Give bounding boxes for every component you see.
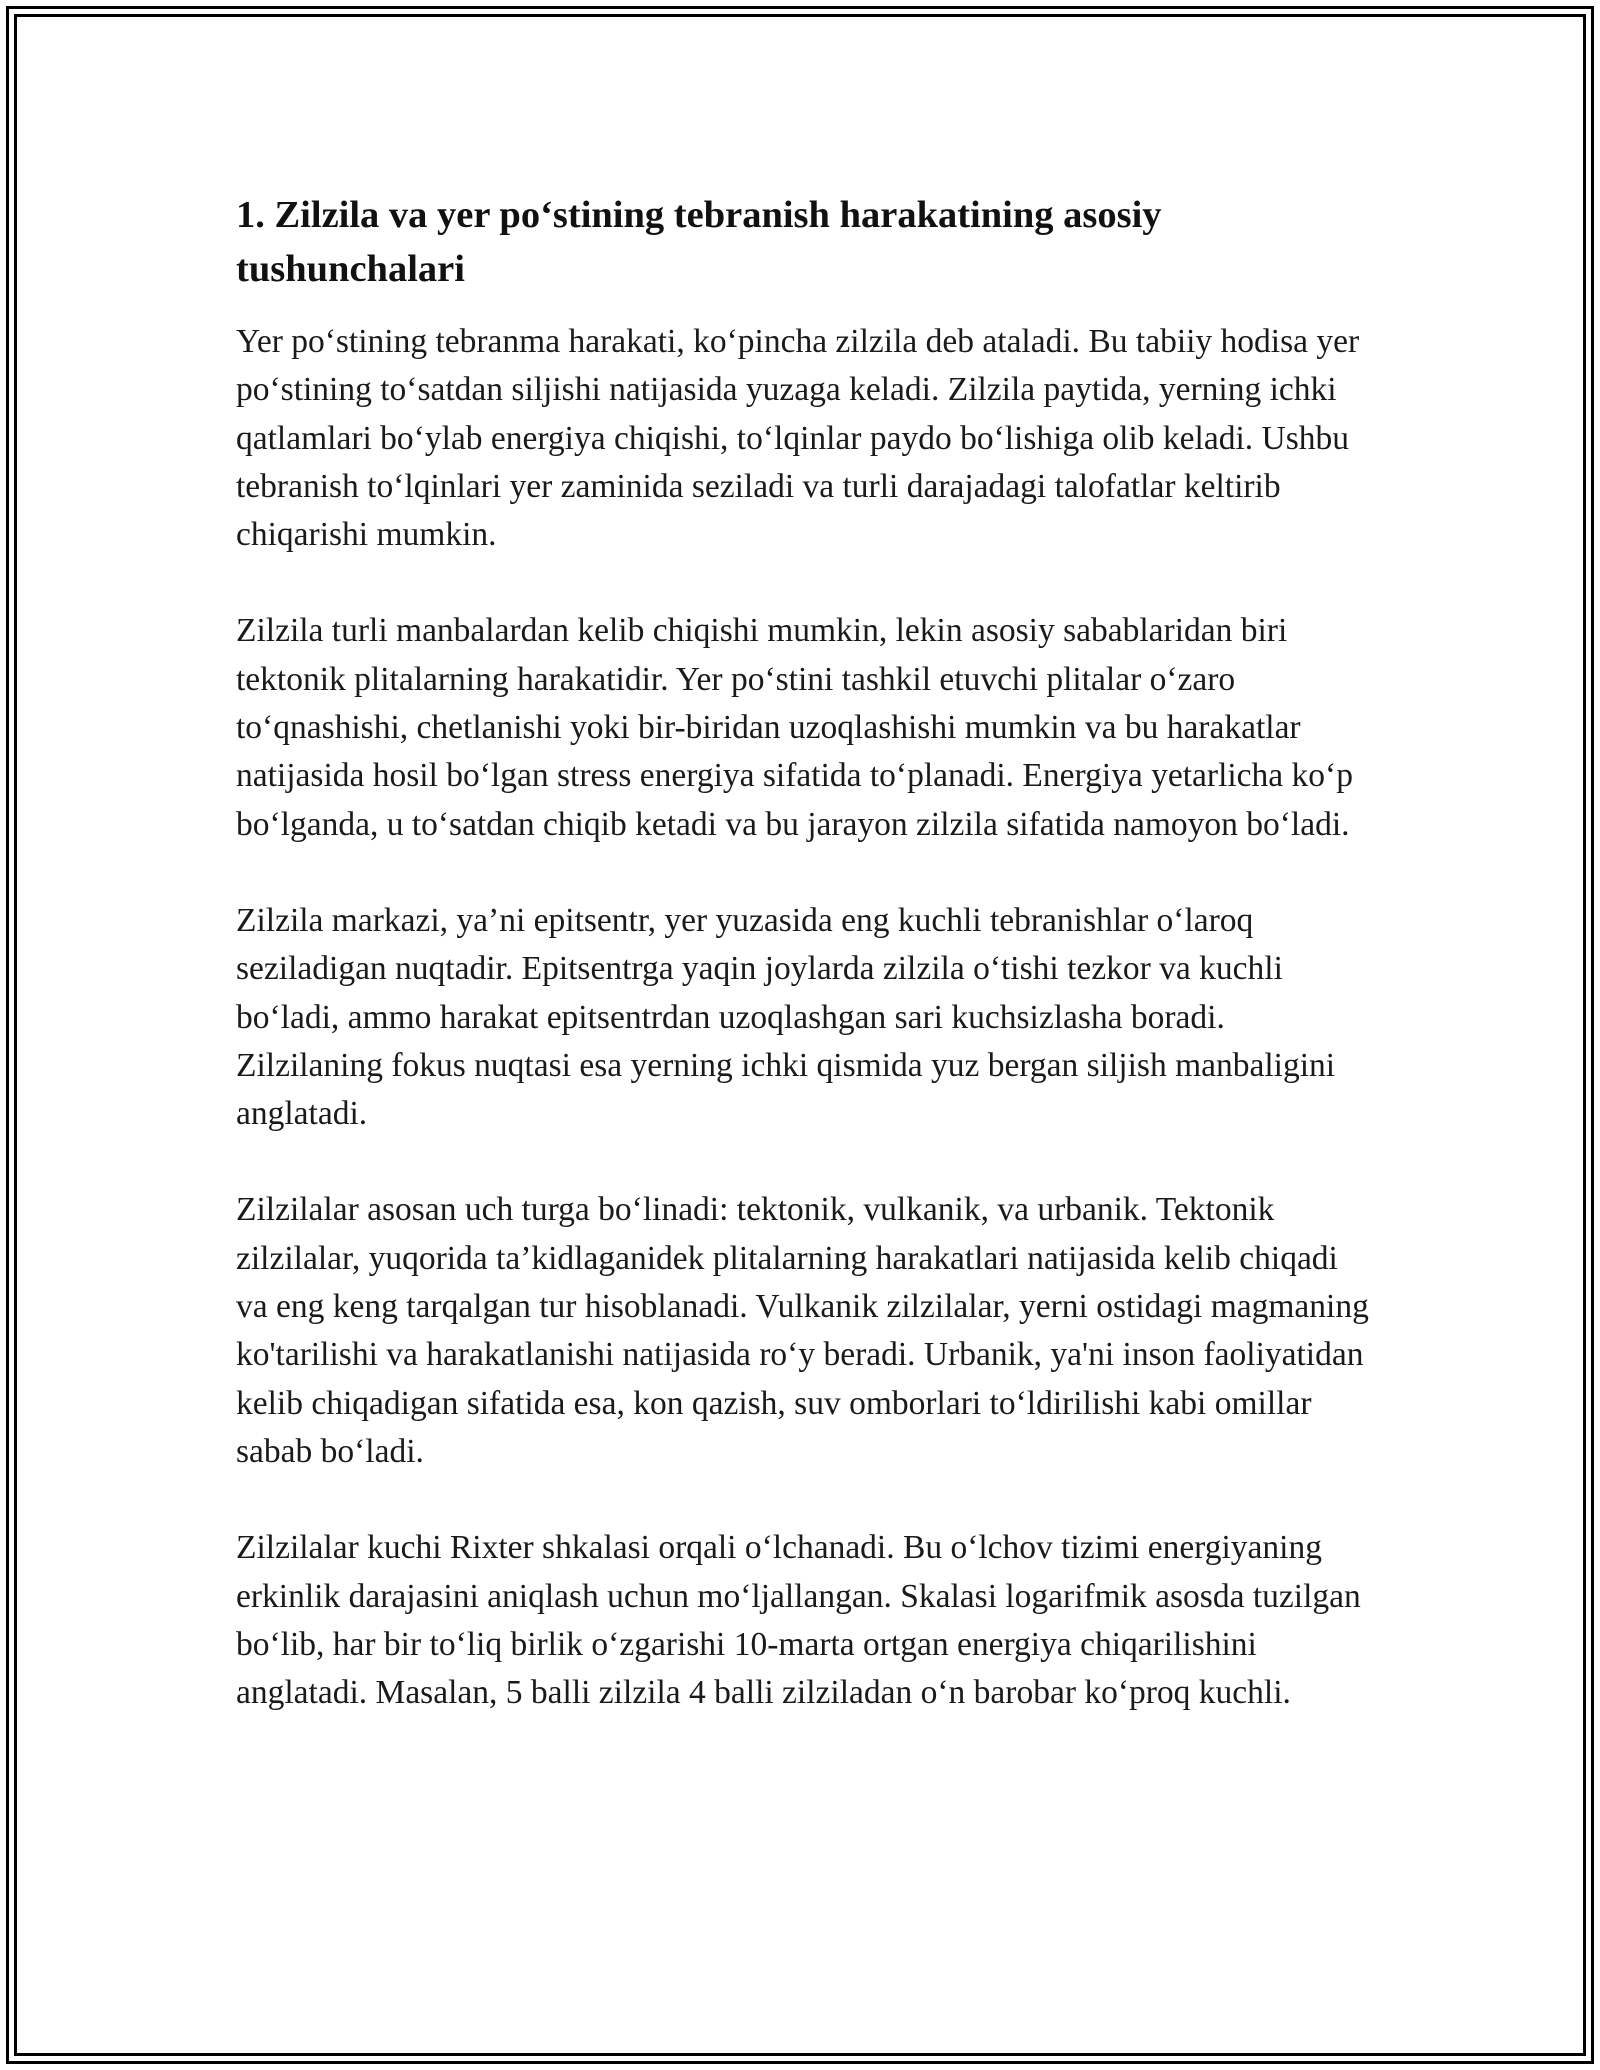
- document-content: [236, 188, 1376, 1717]
- paragraph-4: Zilzilalar asosan uch turga bo‘linadi: tektonik, vulkanik, va urbanik. Tektonik zilzilalar, yuqorida ta’kidlaganidek plitalarning harakatlari natijasida kelib chiqadi va eng keng tarqalgan tur hisoblanadi. Vulkanik zilzilalar, yerni ostidagi magmaning ko'tarilishi va harakatlanishi natijasida ro‘y beradi. Urbanik, ya'ni inson faoliyatidan kelib chiqadigan sifatida esa, kon qazish, suv omborlari to‘ldirilishi kabi omillar sabab bo‘ladi.: [236, 1191, 1369, 1470]
- section-body: [236, 318, 1376, 1717]
- section-heading: 1. Zilzila va yer po‘stining tebranish harakatining asosiy tushunchalari: [236, 194, 1162, 290]
- paragraph-3: Zilzila markazi, ya’ni epitsentr, yer yuzasida eng kuchli tebranishlar o‘laroq seziladigan nuqtadir. Epitsentrga yaqin joylarda zilzila o‘tishi tezkor va kuchli bo‘ladi, ammo harakat epitsentrdan uzoqlashgan sari kuchsizlasha boradi. Zilzilaning fokus nuqtasi esa yerning ichki qismida yuz bergan siljish manbaligini anglatadi.: [236, 901, 1336, 1133]
- paragraph-5: Zilzilalar kuchi Rixter shkalasi orqali o‘lchanadi. Bu o‘lchov tizimi energiyaning erkinlik darajasini aniqlash uchun mo‘ljallangan. Skalasi logarifmik asosda tuzilgan bo‘lib, har bir to‘liq birlik o‘zgarishi 10-marta ortgan energiya chiqarilishini anglatadi. Masalan, 5 balli zilzila 4 balli zilziladan o‘n barobar ko‘proq kuchli.: [236, 1529, 1361, 1712]
- paragraph-1: Yer po‘stining tebranma harakati, ko‘pincha zilzila deb ataladi. Bu tabiiy hodisa yer po‘stining to‘satdan siljishi natijasida yuzaga keladi. Zilzila paytida, yerning ichki qatlamlari bo‘ylab energiya chiqishi, to‘lqinlar paydo bo‘lishiga olib keladi. Ushbu tebranish to‘lqinlari yer zaminida seziladi va turli darajadagi talofatlar keltirib chiqarishi mumkin.: [236, 323, 1360, 554]
- paragraph-2: Zilzila turli manbalardan kelib chiqishi mumkin, lekin asosiy sabablaridan biri tektonik plitalarning harakatidir. Yer po‘stini tashkil etuvchi plitalar o‘zaro to‘qnashishi, chetlanishi yoki bir-biridan uzoqlashishi mumkin va bu harakatlar natijasida hosil bo‘lgan stress energiya sifatida to‘planadi. Energiya yetarlicha ko‘p bo‘lganda, u to‘satdan chiqib ketadi va bu jarayon zilzila sifatida namoyon bo‘ladi.: [236, 612, 1353, 843]
